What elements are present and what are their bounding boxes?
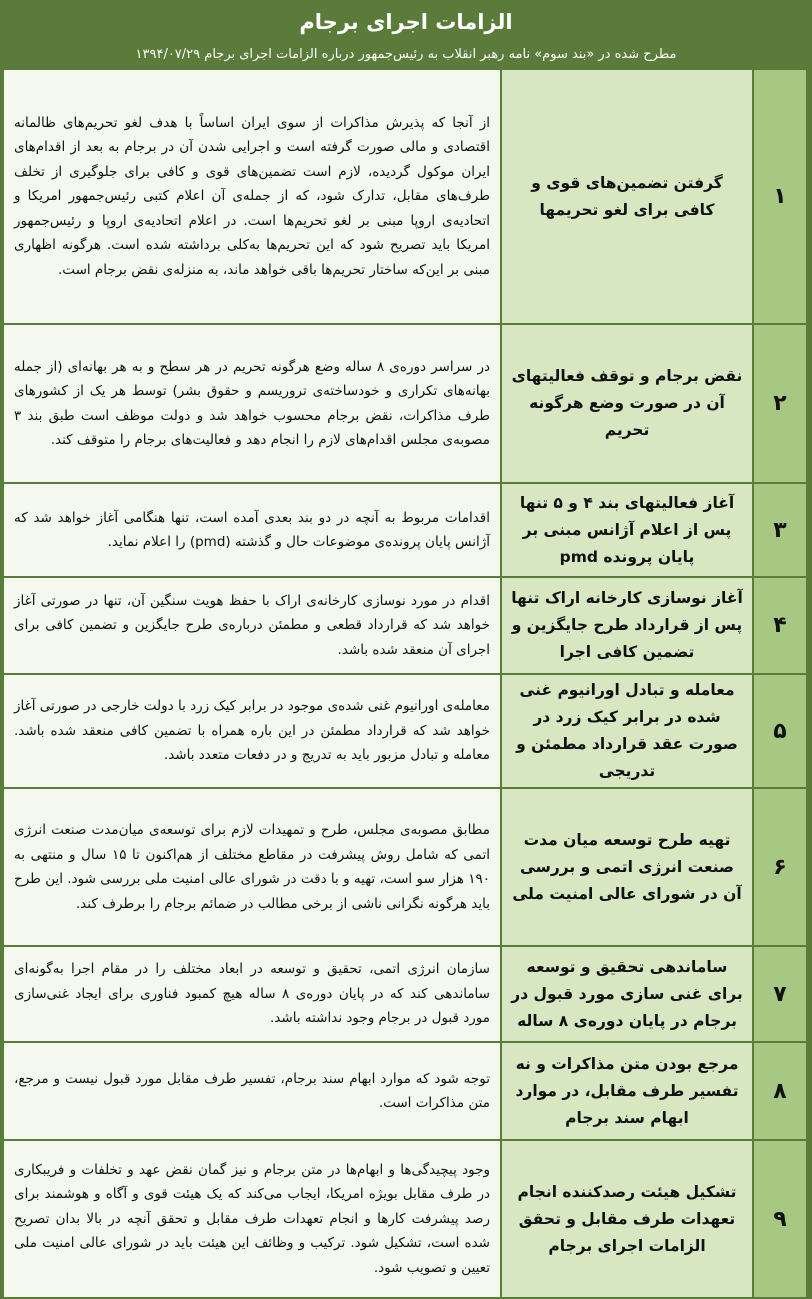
row-topic: معامله و تبادل اورانیوم غنی شده در برابر کیک زرد در صورت عقد قرارداد مطمئن و تدریجی — [501, 674, 753, 788]
row-number: ۵ — [753, 674, 807, 788]
table-row — [3, 324, 807, 483]
row-topic: تهیه طرح توسعه میان مدت صنعت انرژی اتمی و بررسی آن در شورای عالی امنیت ملی — [501, 788, 753, 946]
row-description: وجود پیچیدگی‌ها و ابهام‌ها در متن برجام و نیز گمان نقض عهد و تخلفات و فریبکاری در طرف مقابل بویژه امریکا، ایجاب می‌کند که یک هیئت قوی و آگاه و هوشمند برای رصد پیشرفت کارها و انجام تعهدات طرف مقابل و تحقق آنچه در بالا بدان تصریح شده است، تشکیل شود. ترکیب و وظائف این هیئت باید در شورای عالی امنیت ملی تعیین و تصویب شود. — [3, 1140, 501, 1298]
table-row — [3, 946, 807, 1042]
page-title: الزامات اجرای برجام — [299, 10, 513, 34]
table-row — [3, 1042, 807, 1140]
table-row — [3, 483, 807, 577]
row-number: ۳ — [753, 483, 807, 577]
row-description: در سراسر دوره‌ی ۸ ساله وضع هرگونه تحریم در هر سطح و به هر بهانه‌ای (از جمله بهانه‌های تکراری و خودساخته‌ی تروریسم و حقوق بشر) توسط هر یک از کشورهای طرف مذاکرات، نقض برجام محسوب خواهد شد و دولت موظف است طبق بند ۳ مصوبه‌ی مجلس اقدام‌های لازم را انجام دهد و فعالیت‌های برجام را متوقف کند. — [3, 324, 501, 483]
row-description: از آنجا که پذیرش مذاکرات از سوی ایران اساساً با هدف لغو تحریم‌های ظالمانه اقتصادی و مالی صورت گرفته است و اجرایی شدن آن در برجام به بعد از اقدام‌های ایران موکول گردیده، لازم است تضمین‌های قوی و کافی برای جلوگیری از تخلف طرف‌های مقابل، تدارک شود، که از جمله‌ی آن اعلام کتبی رئیس‌جمهور امریکا و اتحادیه‌ی اروپا مبنی بر لغو تحریم‌ها است. در اعلام اتحادیه‌ی اروپا و رئیس‌جمهور امریکا باید تصریح شود که این تحریم‌ها به‌کلی برداشته شده است. هرگونه اظهاری مبنی بر این‌که ساختار تحریم‌ها باقی خواهد ماند، به منزله‌ی نقض برجام است. — [3, 69, 501, 324]
row-number: ۲ — [753, 324, 807, 483]
table-row — [3, 1140, 807, 1298]
row-number: ۴ — [753, 577, 807, 674]
requirements-table — [2, 68, 808, 1299]
row-description: مطابق مصوبه‌ی مجلس، طرح و تمهیدات لازم برای توسعه‌ی میان‌مدت صنعت انرژی اتمی که شامل روش پیشرفت در مقاطع مختلف از هم‌اکنون تا ۱۵ سال و منتهی به ۱۹۰ هزار سو است، تهیه و با دقت در شورای عالی امنیت ملی بررسی شود. این طرح باید هرگونه نگرانی ناشی از برخی مطالب در ضمائم برجام را برطرف کند. — [3, 788, 501, 946]
table-row — [3, 69, 807, 324]
row-topic: آغاز نوسازی کارخانه اراک تنها پس از قرارداد طرح جایگزین و تضمین کافی اجرا — [501, 577, 753, 674]
row-description: معامله‌ی اورانیوم غنی شده‌ی موجود در برابر کیک زرد با دولت خارجی در صورتی آغاز خواهد شد که قرارداد مطمئن در این باره همراه با تضمین کافی منعقد شده باشد. معامله و تبادل مزبور باید به تدریج و در دفعات متعدد باشد. — [3, 674, 501, 788]
row-topic: تشکیل هیئت رصدکننده انجام تعهدات طرف مقابل و تحقق الزامات اجرای برجام — [501, 1140, 753, 1298]
row-description: توجه شود که موارد ابهام سند برجام، تفسیر طرف مقابل مورد قبول نیست و مرجع، متن مذاکرات است. — [3, 1042, 501, 1140]
page-subtitle: مطرح شده در «بند سوم» نامه رهبر انقلاب به رئیس‌جمهور درباره الزامات اجرای برجام ۱۳۹۴/۰۷/۲۹ — [135, 47, 677, 62]
table-row — [3, 577, 807, 674]
row-topic: نقض برجام و توقف فعالیتهای آن در صورت وضع هرگونه تحریم — [501, 324, 753, 483]
table-row — [3, 674, 807, 788]
row-description: اقدامات مربوط به آنچه در دو بند بعدی آمده است، تنها هنگامی آغاز خواهد شد که آژانس پایان پرونده‌ی موضوعات حال و گذشته (pmd) را اعلام نماید. — [3, 483, 501, 577]
row-number: ۱ — [753, 69, 807, 324]
row-number: ۷ — [753, 946, 807, 1042]
row-number: ۸ — [753, 1042, 807, 1140]
row-number: ۶ — [753, 788, 807, 946]
row-topic: ساماندهی تحقیق و توسعه برای غنی سازی مورد قبول در برجام در پایان دوره‌ی ۸ ساله — [501, 946, 753, 1042]
row-topic: مرجع بودن متن مذاکرات و نه تفسیر طرف مقابل، در موارد ابهام سند برجام — [501, 1042, 753, 1140]
row-number: ۹ — [753, 1140, 807, 1298]
row-topic: آغاز فعالیتهای بند ۴ و ۵ تنها پس از اعلام آژانس مبنی بر پایان پرونده pmd — [501, 483, 753, 577]
row-topic: گرفتن تضمین‌های قوی و کافی برای لغو تحریمها — [501, 69, 753, 324]
header — [0, 0, 812, 68]
row-description: سازمان انرژی اتمی، تحقیق و توسعه در ابعاد مختلف را در مقام اجرا به‌گونه‌ای ساماندهی کند که در پایان دوره‌ی ۸ ساله هیچ کمبود فناوری برای ایجاد غنی‌سازی مورد قبول در برجام وجود نداشته باشد. — [3, 946, 501, 1042]
row-description: اقدام در مورد نوسازی کارخانه‌ی اراک با حفظ هویت سنگین آن، تنها در صورتی آغاز خواهد شد که قرارداد قطعی و مطمئن درباره‌ی طرح جایگزین و تضمین کافی برای اجرای آن منعقد شده باشد. — [3, 577, 501, 674]
table-row — [3, 788, 807, 946]
